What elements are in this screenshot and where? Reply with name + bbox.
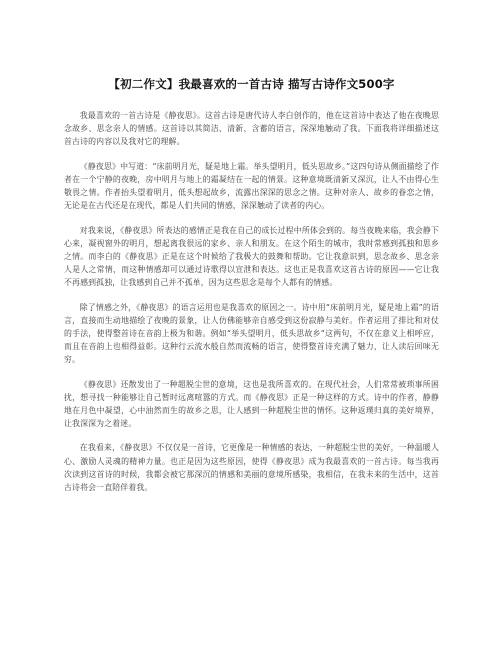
paragraph-conclusion: 在我看来，《静夜思》不仅仅是一首诗，它更像是一种情感的表达，一种超脱尘世的美好，一种温暖人心、激励人灵魂的精神力量。也正是因为这些原因，使得《静夜思》成为我最喜欢的一首古诗。每当我再次读到这首诗的时候，我都会被它那深沉的情感和美丽的意境所感染，我相信，在我未来的生活中，这首古诗将会一直陪伴着我。 [64, 443, 439, 492]
paragraph-personal-feeling: 对我来说，《静夜思》所表达的感情正是我在自己的成长过程中所体会到的。每当夜晚来临，我会静下心来，凝视窗外的明月，想起离我很远的家乡、亲人和朋友。在这个陌生的城市，我时常感到孤独和思乡之情。而李白的《静夜思》正是在这个时候给了我极大的鼓舞和帮助。它让我意识到，思念故乡、思念亲人是人之常情，而这种情感却可以通过诗歌得以宣泄和表达。这也正是我喜欢这首古诗的原因——它让我不再感到孤独，让我感到自己并不孤单，因为这些思念是每个人都有的情感。 [64, 225, 439, 288]
paragraph-intro: 我最喜欢的一首古诗是《静夜思》。这首古诗是唐代诗人李白创作的，他在这首诗中表达了他在夜晚思念故乡、思念亲人的情感。这首诗以其简洁、清新、含蓄的语言，深深地触动了我。下面我将详细描述这首古诗的内容以及我对它的理解。 [64, 111, 439, 147]
paragraph-poem-content: 《静夜思》中写道：“床前明月光，疑是地上霜。举头望明月，低头思故乡。”这四句诗从侧面描绘了作者在一个宁静的夜晚，房中明月与地上的霜凝结在一起的情景。这种意境既清新又深沉，让人不由得心生敬畏之情。作者抬头望着明月，低头想起故乡，流露出深深的思念之情。这种对亲人、故乡的眷恋之情，无论是在古代还是在现代，都是人们共同的情感，深深触动了读者的内心。 [64, 161, 439, 211]
document-title: 【初二作文】我最喜欢的一首古诗 描写古诗作文500字 [108, 77, 395, 91]
paragraph-language: 除了情感之外，《静夜思》的语言运用也是我喜欢的原因之一。诗中用“床前明月光，疑是地上霜”的语言，直接而生动地描绘了夜晚的景象，让人仿佛能够亲自感受到这份寂静与美好。作者运用了排比和对仗的手法，使得整首诗在音韵上极为和谐。例如“举头望明月，低头思故乡”这两句，不仅在意义上相呼应，而且在音韵上也相得益彰。这种行云流水般自然而流畅的语言，使得整首诗充满了魅力，让人读后回味无穷。 [64, 302, 439, 364]
paragraph-artistic-mood: 《静夜思》还散发出了一种超脱尘世的意境，这也是我所喜欢的。在现代社会，人们常常被琐事所困扰，想寻找一种能够让自己暂时远离喧嚣的方式。而《静夜思》正是一种这样的方式。诗中的作者，静静地在月色中凝望，心中油然而生的故乡之思，让人感到一种超脱尘世的情怀。这种返璞归真的美好境界，让我深深为之着迷。 [64, 379, 439, 428]
